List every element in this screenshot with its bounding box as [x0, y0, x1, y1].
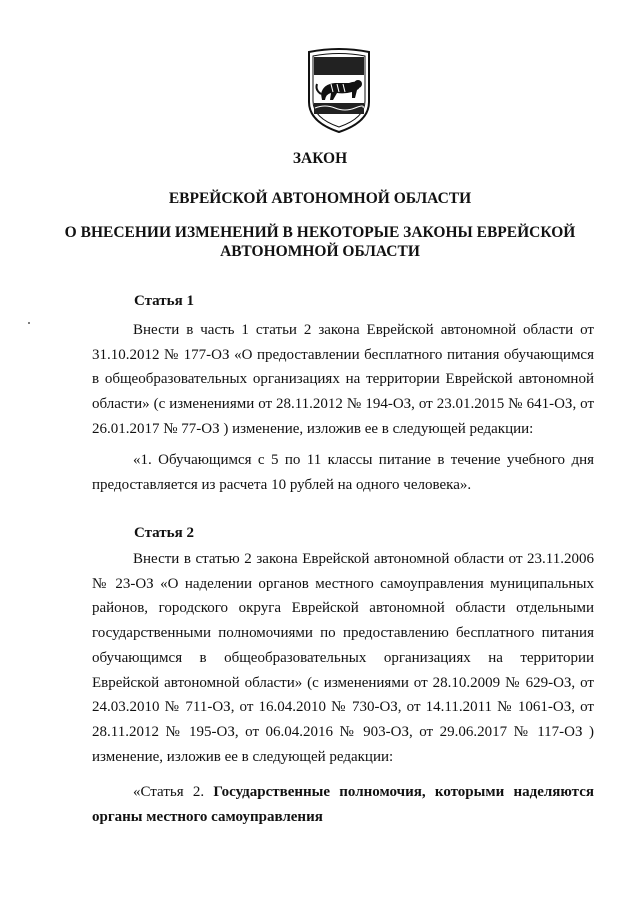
coat-of-arms-tiger-icon [301, 46, 377, 136]
article-2-title: Статья 2 [134, 525, 194, 541]
article-2-quote [92, 780, 594, 829]
article-2-quote-heading: Государственные полномочия, которыми наделяются органы местного самоуправления [92, 784, 594, 825]
document-type-heading: ЗАКОН [292, 150, 348, 167]
region-heading: ЕВРЕЙСКОЙ АВТОНОМНОЙ ОБЛАСТИ [168, 190, 472, 207]
law-title-line-2: АВТОНОМНОЙ ОБЛАСТИ [220, 243, 420, 260]
article-1-title: Статья 1 [134, 293, 194, 309]
article-1-quote: «1. Обучающимся с 5 по 11 классы питание в течение учебного дня предоставляется из расчета 10 рублей на одного человека». [92, 452, 594, 493]
margin-mark [28, 322, 30, 324]
article-1-paragraph: Внести в часть 1 статьи 2 закона Еврейской автономной области от 31.10.2012 № 177-ОЗ «О предоставлении бесплатного питания обучающимся в общеобразовательных организациях на территории Еврейской автономной области» (с изменениями от 28.11.2012 № 194-ОЗ, от 23.01.2015 № 641-ОЗ, от 26.01.2017 № 77-ОЗ ) изменение, изложив ее в следующей редакции: [92, 322, 594, 437]
law-title-line-1: О ВНЕСЕНИИ ИЗМЕНЕНИЙ В НЕКОТОРЫЕ ЗАКОНЫ ЕВРЕЙСКОЙ [64, 224, 576, 241]
law-title [0, 223, 640, 261]
article-2-paragraph: Внести в статью 2 закона Еврейской автономной области от 23.11.2006 № 23-ОЗ «О наделении органов местного самоуправления муниципальных районов, городского округа Еврейской автономной области отдельными государственными полномочиями по предоставлению бесплатного питания обучающимся в общеобразовательных организациях на территории Еврейской автономной области» (с изменениями от 28.10.2009 № 629-ОЗ, от 24.03.2010 № 711-ОЗ, от 16.04.2010 № 730-ОЗ, от 14.11.2011 № 1061-ОЗ, от 28.11.2012 № 195-ОЗ, от 06.04.2016 № 903-ОЗ, от 29.06.2017 № 117-ОЗ ) изменение, изложив ее в следующей редакции: [92, 551, 594, 765]
article-2-quote-prefix: «Статья 2. [133, 784, 214, 800]
